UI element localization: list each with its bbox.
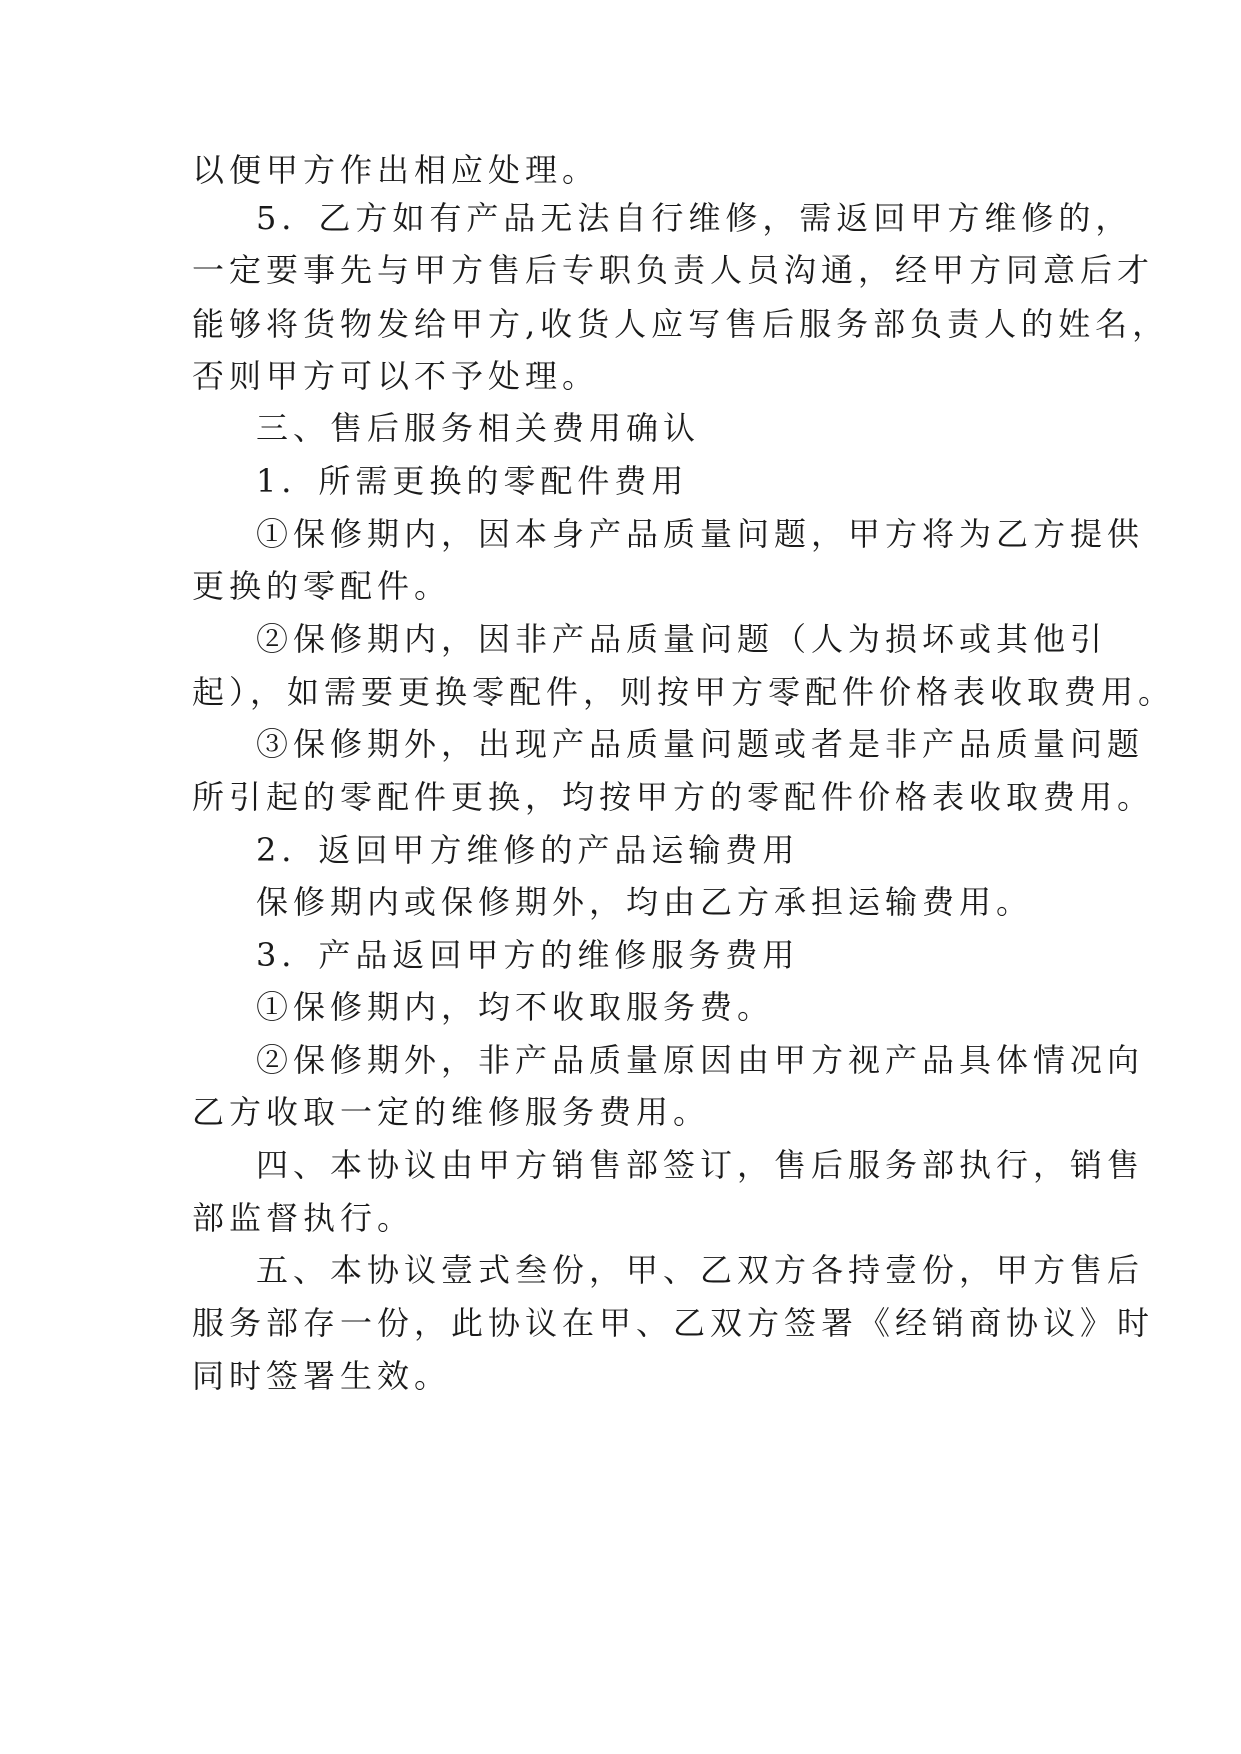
text-line: 更换的零配件。 bbox=[192, 567, 452, 605]
item-2: ②保修期外，非产品质量原因由甲方视产品具体情况向 bbox=[256, 1041, 1145, 1079]
section-heading-4: 四、本协议由甲方销售部签订，售后服务部执行，销售 bbox=[256, 1146, 1145, 1184]
text-line: 能够将货物发给甲方,收货人应写售后服务部负责人的姓名， bbox=[192, 305, 1170, 343]
section-heading-3: 三、售后服务相关费用确认 bbox=[256, 409, 701, 447]
text-line: 否则甲方可以不予处理。 bbox=[192, 357, 600, 395]
item-3: ③保修期外，出现产品质量问题或者是非产品质量问题 bbox=[256, 725, 1145, 763]
text-line: 以便甲方作出相应处理。 bbox=[192, 151, 600, 189]
text-line: 保修期内或保修期外，均由乙方承担运输费用。 bbox=[256, 883, 1034, 921]
item-1: ①保修期内，均不收取服务费。 bbox=[256, 988, 775, 1026]
subheading-3: 3．产品返回甲方的维修服务费用 bbox=[256, 936, 800, 974]
subheading-1: 1．所需更换的零配件费用 bbox=[256, 462, 689, 500]
text-line: 同时签署生效。 bbox=[192, 1357, 452, 1395]
subheading-2: 2．返回甲方维修的产品运输费用 bbox=[256, 831, 800, 869]
text-line: 乙方收取一定的维修服务费用。 bbox=[192, 1093, 711, 1131]
text-line: 部监督执行。 bbox=[192, 1199, 415, 1237]
item-2: ②保修期内，因非产品质量问题（人为损坏或其他引 bbox=[256, 620, 1108, 658]
text-line: 起），如需要更换零配件，则按甲方零配件价格表收取费用。 bbox=[192, 673, 1176, 711]
text-line: 一定要事先与甲方售后专职负责人员沟通，经甲方同意后才 bbox=[192, 251, 1155, 289]
text-line: 所引起的零配件更换，均按甲方的零配件价格表收取费用。 bbox=[192, 778, 1155, 816]
clause-5: 5．乙方如有产品无法自行维修，需返回甲方维修的， bbox=[256, 199, 1133, 237]
section-heading-5: 五、本协议壹式叁份，甲、乙双方各持壹份，甲方售后 bbox=[256, 1251, 1145, 1289]
item-1: ①保修期内，因本身产品质量问题，甲方将为乙方提供 bbox=[256, 515, 1145, 553]
text-line: 服务部存一份，此协议在甲、乙双方签署《经销商协议》时 bbox=[192, 1304, 1155, 1342]
